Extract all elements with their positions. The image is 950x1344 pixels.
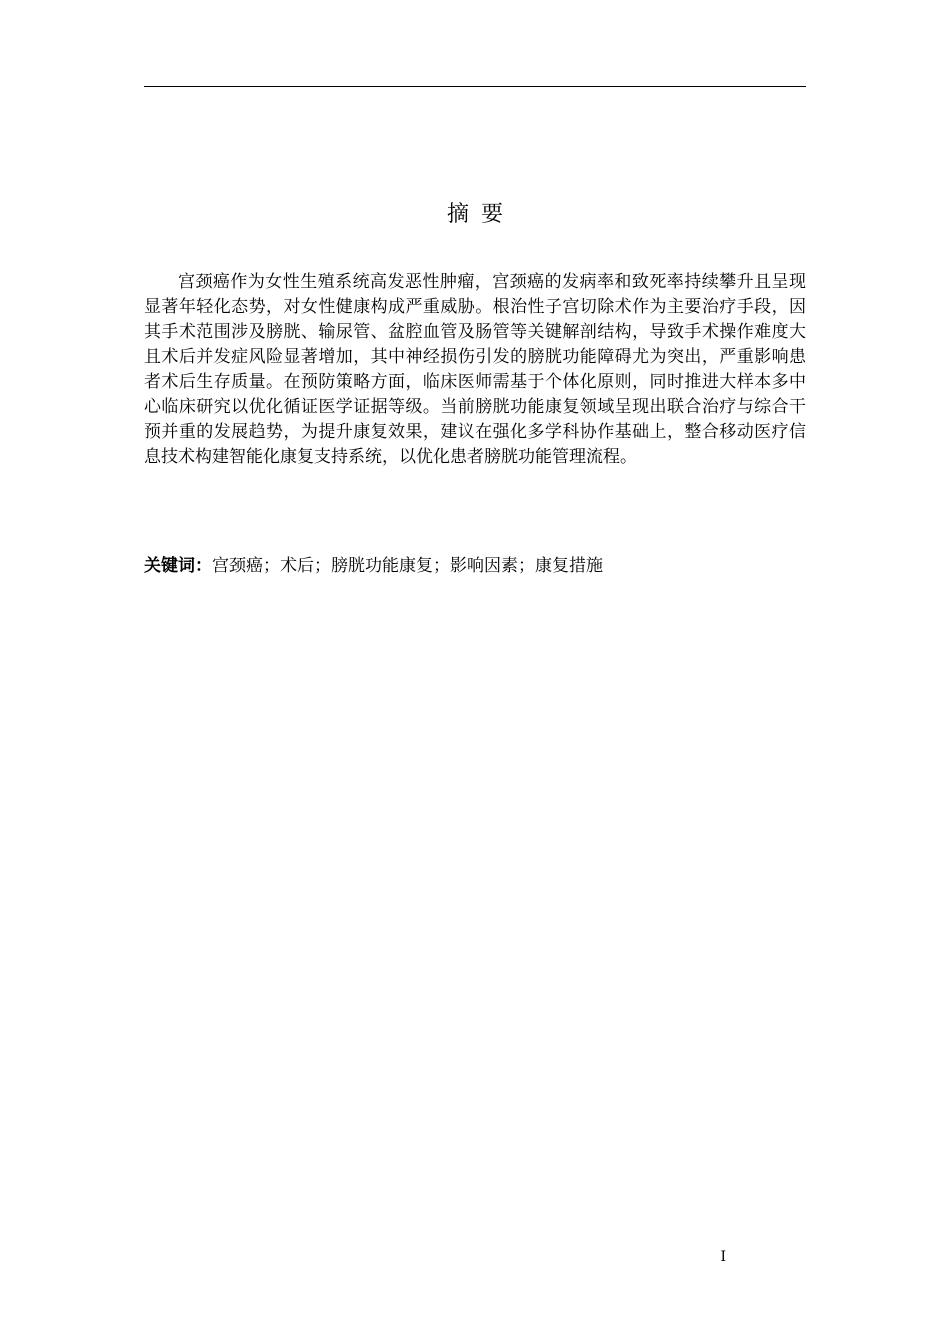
abstract-title: 摘要 [446,202,515,227]
page-number: I [720,1249,726,1265]
abstract-body: 宫颈癌作为女性生殖系统高发恶性肿瘤，宫颈癌的发病率和致死率持续攀升且呈现显著年轻化态势，对女性健康构成严重威胁。根治性子宫切除术作为主要治疗手段，因其手术范围涉及膀胱、输尿管、盆腔血管及肠管等关键解剖结构，导致手术操作难度大且术后并发症风险显著增加，其中神经损伤引发的膀胱功能障碍尤为突出，严重影响患者术后生存质量。在预防策略方面，临床医师需基于个体化原则，同时推进大样本多中心临床研究以优化循证医学证据等级。当前膀胱功能康复领域呈现出联合治疗与综合干预并重的发展趋势，为提升康复效果，建议在强化多学科协作基础上，整合移动医疗信息技术构建智能化康复支持系统，以优化患者膀胱功能管理流程。 [144,272,806,467]
keywords-value: 宫颈癌；术后；膀胱功能康复；影响因素；康复措施 [212,556,603,576]
header-rule [144,86,806,87]
keywords-line [144,554,806,579]
keywords-label: 关键词： [144,556,212,576]
